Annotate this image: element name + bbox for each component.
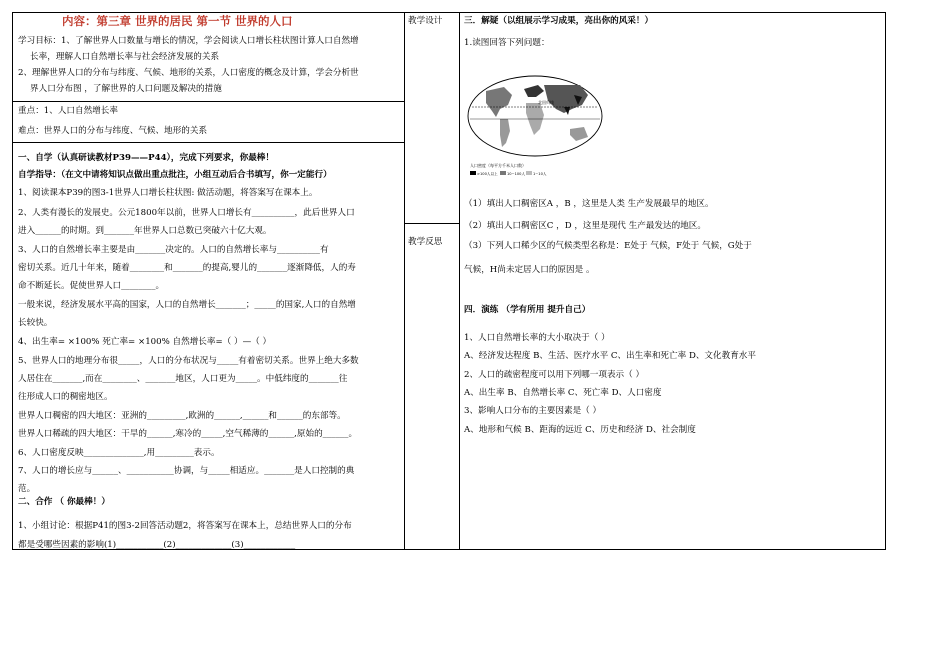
self-study-line: 2、人类有漫长的发展史。公元1800年以前，世界人口增长有__________，此后世界人口 (18, 208, 355, 218)
design-label: 教学设计 (408, 16, 443, 26)
self-study-line: 世界人口稀疏的四大地区：干旱的______,寒冷的_____,空气稀薄的______,原始的______。 (18, 429, 358, 439)
goals-line: 学习目标：1、了解世界人口数量与增长的情况，学会阅读人口增长柱状图计算人口自然增 (18, 36, 359, 46)
goals-line: 2、理解世界人口的分布与纬度、气候、地形的关系，人口密度的概念及计算，学会分析世 (18, 68, 359, 78)
map-legend-item: >100人以上 (477, 172, 498, 176)
section3-line: 气候，H尚未定居人口的原因是 。 (464, 265, 595, 275)
self-study-line: 范。 (18, 484, 36, 494)
world-population-map (464, 73, 606, 177)
self-study-line: 命不断延长。促使世界人口________。 (18, 281, 165, 291)
column-divider-right (459, 12, 460, 550)
section3-heading: 三．解疑（以组展示学习成果，亮出你的风采！） (464, 16, 654, 26)
self-study-heading: 一、自学（认真研读教材P39——P44），完成下列要求，你最棒！ (18, 153, 274, 163)
self-study-line: 世界人口稠密的四大地区：亚洲的_________,欧洲的______,______和______的东部等。 (18, 411, 346, 421)
self-study-line: 进入______的时期。到_______年世界人口总数已突破六十亿大观。 (18, 226, 272, 236)
goals-line: 界人口分布图 ，了解世界的人口问题及解决的措施 (30, 84, 222, 94)
cooperation-heading: 二、合作 （ 你最棒！） (18, 497, 110, 507)
section4-line: A、地形和气候 B、距海的远近 C、历史和经济 D、社会制度 (464, 425, 696, 435)
self-study-line: 6、人口密度反映______________,用_________表示。 (18, 448, 220, 458)
self-study-line: 5、世界人口的地理分布很_____，人口的分布状况与_____有着密切关系。世界上绝大多数 (18, 356, 359, 366)
section3-line: （2）填出人口稠密区C ，D ，这里是现代 生产最发达的地区。 (464, 221, 706, 231)
row-divider-design (404, 223, 459, 224)
section3-question: 1.读图回答下列问题： (464, 38, 550, 48)
goals-line: 长率，理解人口自然增长率与社会经济发展的关系 (30, 52, 220, 62)
difficulty-point: 难点：世界人口的分布与纬度、气候、地形的关系 (18, 126, 208, 136)
self-study-line: 7、人口的增长应与______、___________协调，与_____相适应。_______是人口控制的典 (18, 466, 355, 476)
map-legend-item: 1~10人 (533, 172, 547, 176)
row-divider-difficulty (12, 142, 404, 143)
section3-line: （3）下列人口稀少区的气候类型名称是：E处于 气候，F处于 气候，G处于 (464, 241, 752, 251)
cooperation-line: 都是受哪些因素的影响(1)___________(2)_____________(3)____________ (18, 540, 296, 550)
section4-line: 1、人口自然增长率的大小取决于（ ） (464, 333, 610, 343)
self-study-line: 一般来说，经济发展水平高的国家，人口的自然增长_______；_____的国家,人口的自然增 (18, 300, 356, 310)
column-divider-left (404, 12, 405, 550)
map-lat-label: 北回归线 (538, 100, 554, 105)
self-study-line: 人居住在_______,而在________、_______地区，人口更为_____。中低纬度的_______往 (18, 374, 348, 384)
section3-line: （1）填出人口稠密区A ，B ，这里是人类 生产发展最早的地区。 (464, 199, 714, 209)
map-legend-swatch (500, 171, 506, 175)
self-study-line: 3、人口的自然增长率主要是由_______决定的。人口的自然增长率与__________有 (18, 245, 329, 255)
self-study-line: 长较快。 (18, 318, 53, 328)
section4-line: A、经济发达程度 B、生活、医疗水平 C、出生率和死亡率 D、文化教育水平 (464, 351, 756, 361)
self-study-line: 往形成人口的稠密地区。 (18, 392, 113, 402)
self-study-line: 密切关系。近几十年来，随着________和_______的提高,婴儿的_______逐渐降低，人的寿 (18, 263, 356, 273)
self-study-line: 4、出生率= ×100% 死亡率= ×100% 自然增长率=（ ）—（ ） (18, 337, 272, 347)
page-title: 内容：第三章 世界的居民 第一节 世界的人口 (62, 14, 293, 28)
key-point: 重点：1、人口自然增长率 (18, 106, 118, 116)
reflection-label: 教学反思 (408, 237, 443, 247)
section4-line: A、出生率 B、自然增长率 C、死亡率 D、人口密度 (464, 388, 662, 398)
section4-heading: 四．演练 （学有所用 提升自己） (464, 305, 591, 315)
map-legend-swatch (470, 171, 476, 175)
section4-line: 2、人口的疏密程度可以用下列哪一项表示（ ） (464, 370, 645, 380)
cooperation-line: 1、小组讨论：根据P41的图3-2回答活动题2，将答案写在课本上，总结世界人口的分布 (18, 521, 352, 531)
map-legend-swatch (526, 171, 532, 175)
map-legend-title: 人口密度（每平方千米人口数） (470, 163, 526, 168)
section4-line: 3、影响人口分布的主要因素是（ ） (464, 406, 602, 416)
row-divider-goals (12, 101, 404, 102)
map-legend-item: 10~100人 (507, 172, 526, 176)
self-study-line: 1、阅读课本P39的图3-1世界人口增长柱状图: 做活动题，将答案写在课本上。 (18, 188, 318, 198)
self-study-guide: 自学指导：（在文中请将知识点做出重点批注，小组互动后合书填写，你一定能行） (18, 170, 332, 180)
